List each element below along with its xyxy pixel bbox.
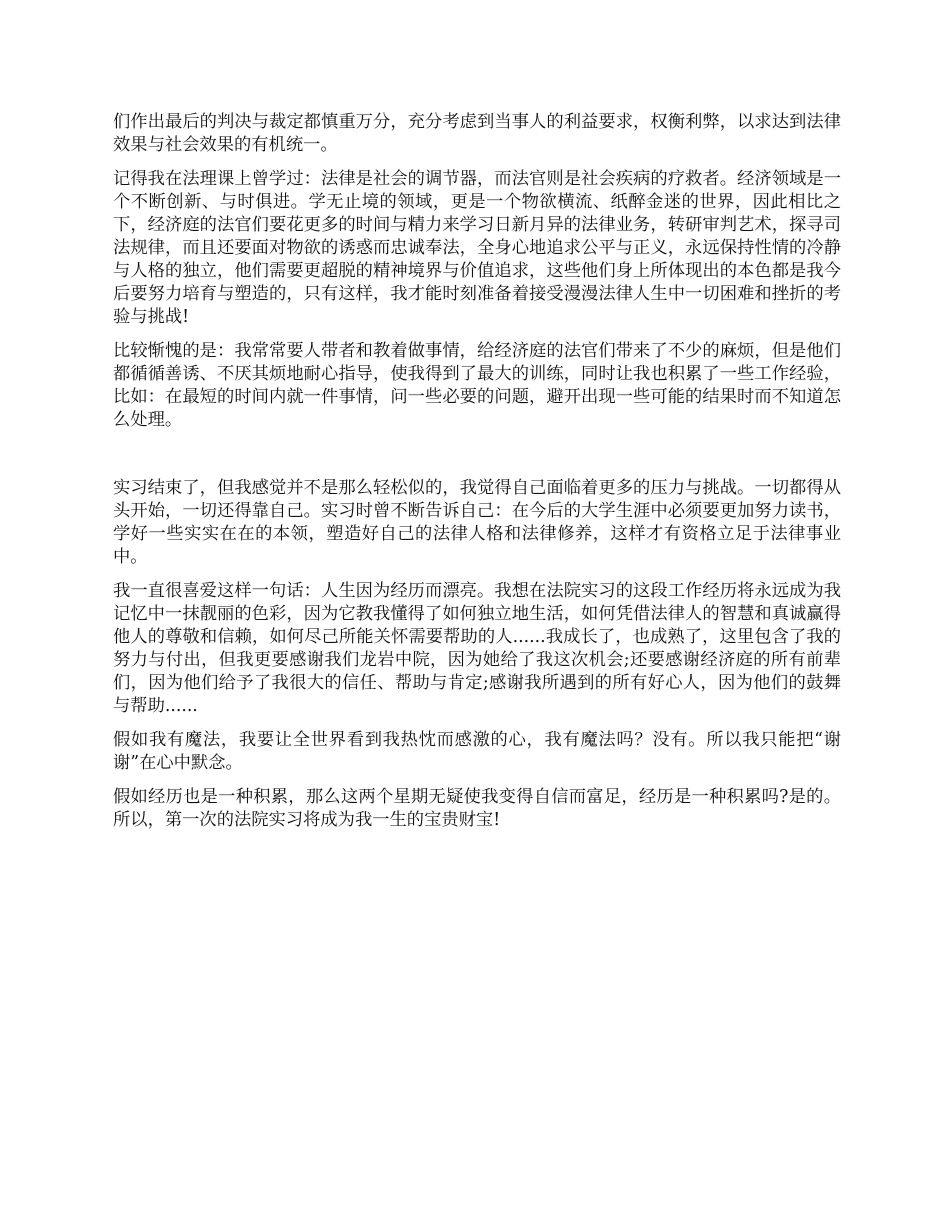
paragraph-favorite-saying: 我一直很喜爱这样一句话：人生因为经历而漂亮。我想在法院实习的这段工作经历将永远成为我记忆中一抹靓丽的色彩，因为它教我懂得了如何独立地生活，如何凭借法律人的智慧和真诚赢得他人的尊敬和信赖，如何尽己所能关怀需要帮助的人......我成长了，也成熟了，这里包含了我的努力与付出，但我更要感谢我们龙岩中院，因为她给了我这次机会;还要感谢经济庭的所有前辈们，因为他们给予了我很大的信任、帮助与肯定;感谢我所遇到的所有好心人，因为他们的鼓舞与帮助...... <box>113 581 841 716</box>
paragraph-verdict-continuation: 们作出最后的判决与裁定都慎重万分，充分考虑到当事人的利益要求，权衡利弊，以求达到法律效果与社会效果的有机统一。 <box>113 112 841 155</box>
paragraph-internship-end: 实习结束了，但我感觉并不是那么轻松似的，我觉得自己面临着更多的压力与挑战。一切都得从头开始，一切还得靠自己。实习时曾不断告诉自己：在今后的大学生涯中必须要更加努力读书，学好一些实实在在的本领，塑造好自己的法律人格和法律修养，这样才有资格立足于法律事业中。 <box>113 478 841 567</box>
paragraph-guidance-gratitude: 比较惭愧的是：我常常要人带者和教着做事情，给经济庭的法官们带来了不少的麻烦，但是他们都循循善诱、不厌其烦地耐心指导，使我得到了最大的训练，同时让我也积累了一些工作经验，比如：在最短的时间内就一件事情，问一些必要的问题，避开出现一些可能的结果时而不知道怎么处理。 <box>113 341 841 430</box>
paragraph-experience-accumulation: 假如经历也是一种积累，那么这两个星期无疑使我变得自信而富足，经历是一种积累吗?是的。所以，第一次的法院实习将成为我一生的宝贵财宝! <box>113 787 841 830</box>
paragraph-magic: 假如我有魔法，我要让全世界看到我热忱而感激的心，我有魔法吗？没有。所以我只能把“谢谢”在心中默念。 <box>113 730 841 773</box>
document-page <box>113 111 841 843</box>
section-gap <box>113 443 841 477</box>
paragraph-jurisprudence-lesson: 记得我在法理课上曾学过：法律是社会的调节器，而法官则是社会疾病的疗救者。经济领域是一个不断创新、与时俱进。学无止境的领域，更是一个物欲横流、纸醉金迷的世界，因此相比之下，经济庭的法官们要花更多的时间与精力来学习日新月异的法律业务，转研审判艺术，探寻司法规律，而且还要面对物欲的诱惑而忠诚奉法，全身心地追求公平与正义，永远保持性情的冷静与人格的独立，他们需要更超脱的精神境界与价值追求，这些他们身上所体现出的本色都是我今后要努力培育与塑造的，只有这样，我才能时刻准备着接受漫漫法律人生中一切困难和挫折的考验与挑战! <box>113 169 841 327</box>
